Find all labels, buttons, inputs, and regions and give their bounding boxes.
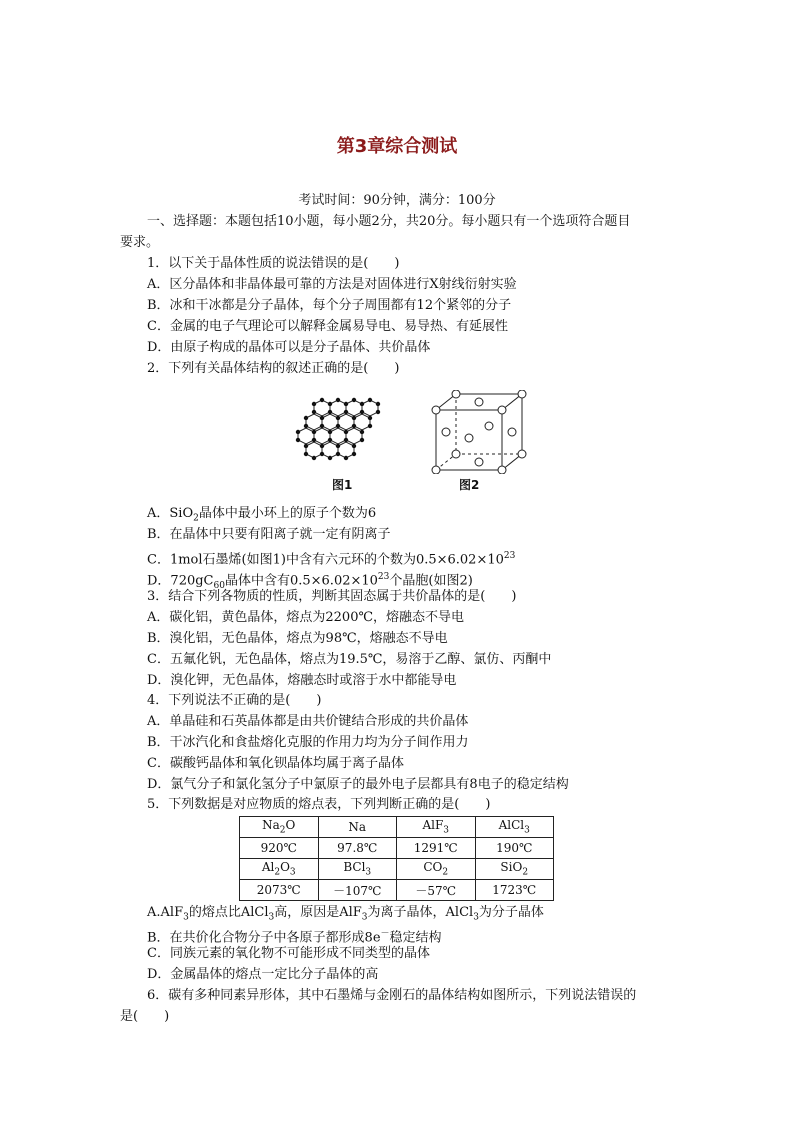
table-cell: AlCl$_3$ — [475, 817, 554, 838]
q1-stem: 1．以下关于晶体性质的说法错误的是( ) — [147, 256, 400, 271]
q6-stem-cont: 是( ) — [120, 1009, 170, 1024]
melting-point-table — [239, 816, 554, 901]
q5-option-a: A.AlF$_3$的熔点比AlCl$_3$高，原因是AlF$_3$为离子晶体，AlCl$_3$为分子晶体 — [147, 905, 544, 923]
figure-1-caption: 图1 — [332, 478, 353, 492]
q3-option-d: D．溴化钾，无色晶体，熔融态时或溶于水中都能导电 — [147, 673, 457, 688]
table-row — [240, 859, 554, 880]
table-cell: AlF$_3$ — [397, 817, 476, 838]
q1-option-c: C．金属的电子气理论可以解释金属易导电、易导热、有延展性 — [147, 319, 508, 334]
table-cell: Na — [318, 817, 397, 838]
q4-option-d: D．氯气分子和氯化氢分子中氯原子的最外电子层都具有8电子的稳定结构 — [147, 777, 569, 792]
q3-option-c: C．五氟化钒，无色晶体，熔点为19.5℃，易溶于乙醇、氯仿、丙酮中 — [147, 652, 552, 667]
table-cell: $CO_2$ — [397, 859, 476, 880]
q1-option-d: D．由原子构成的晶体可以是分子晶体、共价晶体 — [147, 340, 431, 355]
table-cell: 1291℃ — [397, 838, 476, 859]
q5-option-c: C．同族元素的氧化物不可能形成不同类型的晶体 — [147, 946, 430, 961]
q4-option-b: B．干冰汽化和食盐熔化克服的作用力均为分子间作用力 — [147, 735, 469, 750]
table-cell: $Al_2O_3$ — [240, 859, 319, 880]
q2-option-d: D．$720gC_{60}$晶体中含有$0.5\times 6.02\times 10^{23}$个晶胞(如图2) — [147, 572, 473, 591]
table-cell: －107℃ — [318, 880, 397, 901]
exam-meta: 考试时间：90分钟，满分：100分 — [298, 193, 496, 208]
q3-option-a: A．碳化铝，黄色晶体，熔点为2200℃，熔融态不导电 — [147, 610, 465, 625]
q3-stem: 3．结合下列各物质的性质，判断其固态属于共价晶体的是( ) — [147, 589, 517, 604]
page-title: 第3章综合测试 — [336, 136, 458, 157]
q4-stem: 4．下列说法不正确的是( ) — [147, 693, 322, 708]
q1-option-b: B．冰和干冰都是分子晶体，每个分子周围都有12个紧邻的分子 — [147, 298, 512, 313]
q4-option-c: C．碳酸钙晶体和氧化钡晶体均属于离子晶体 — [147, 756, 404, 771]
table-row — [240, 880, 554, 901]
q2-option-a: A．SiO$_2$晶体中最小环上的原子个数为6 — [147, 506, 377, 524]
table-row — [240, 817, 554, 838]
q2-option-c: C．1mol石墨烯(如图1)中含有六元环的个数为$0.5\times 6.02\times 10^{23}$ — [147, 551, 516, 568]
q2-stem: 2．下列有关晶体结构的叙述正确的是( ) — [147, 361, 400, 376]
q3-option-b: B．溴化铝，无色晶体，熔点为98℃，熔融态不导电 — [147, 631, 448, 646]
table-row — [240, 838, 554, 859]
table-cell: 190℃ — [475, 838, 554, 859]
table-cell: SiO$_2$ — [475, 859, 554, 880]
table-cell: BCl$_3$ — [318, 859, 397, 880]
q5-option-d: D．金属晶体的熔点一定比分子晶体的高 — [147, 967, 379, 982]
table-cell: 920℃ — [240, 838, 319, 859]
figure-2-caption: 图2 — [459, 478, 480, 492]
q2-option-b: B．在晶体中只要有阳离子就一定有阴离子 — [147, 527, 391, 542]
table-cell: 1723℃ — [475, 880, 554, 901]
q1-option-a: A．区分晶体和非晶体最可靠的方法是对固体进行X射线衍射实验 — [147, 277, 517, 292]
section-intro-cont: 要求。 — [120, 235, 160, 250]
q5-stem: 5．下列数据是对应物质的熔点表，下列判断正确的是( ) — [147, 797, 491, 812]
table-cell: 2073℃ — [240, 880, 319, 901]
q6-stem: 6．碳有多种同素异形体，其中石墨烯与金刚石的晶体结构如图所示，下列说法错误的 — [147, 988, 637, 1003]
fullerene-unit-cell-figure — [428, 390, 528, 474]
table-cell: 97.8℃ — [318, 838, 397, 859]
graphene-figure — [290, 396, 400, 468]
section-intro: 一、选择题：本题包括10小题，每小题2分，共20分。每小题只有一个选项符合题目 — [147, 214, 631, 229]
q5-option-b: B．在共价化合物分子中各原子都形成8e－稳定结构 — [147, 929, 442, 946]
table-cell: －57℃ — [397, 880, 476, 901]
table-cell: $Na_2O$ — [240, 817, 319, 838]
q4-option-a: A．单晶硅和石英晶体都是由共价键结合形成的共价晶体 — [147, 714, 469, 729]
